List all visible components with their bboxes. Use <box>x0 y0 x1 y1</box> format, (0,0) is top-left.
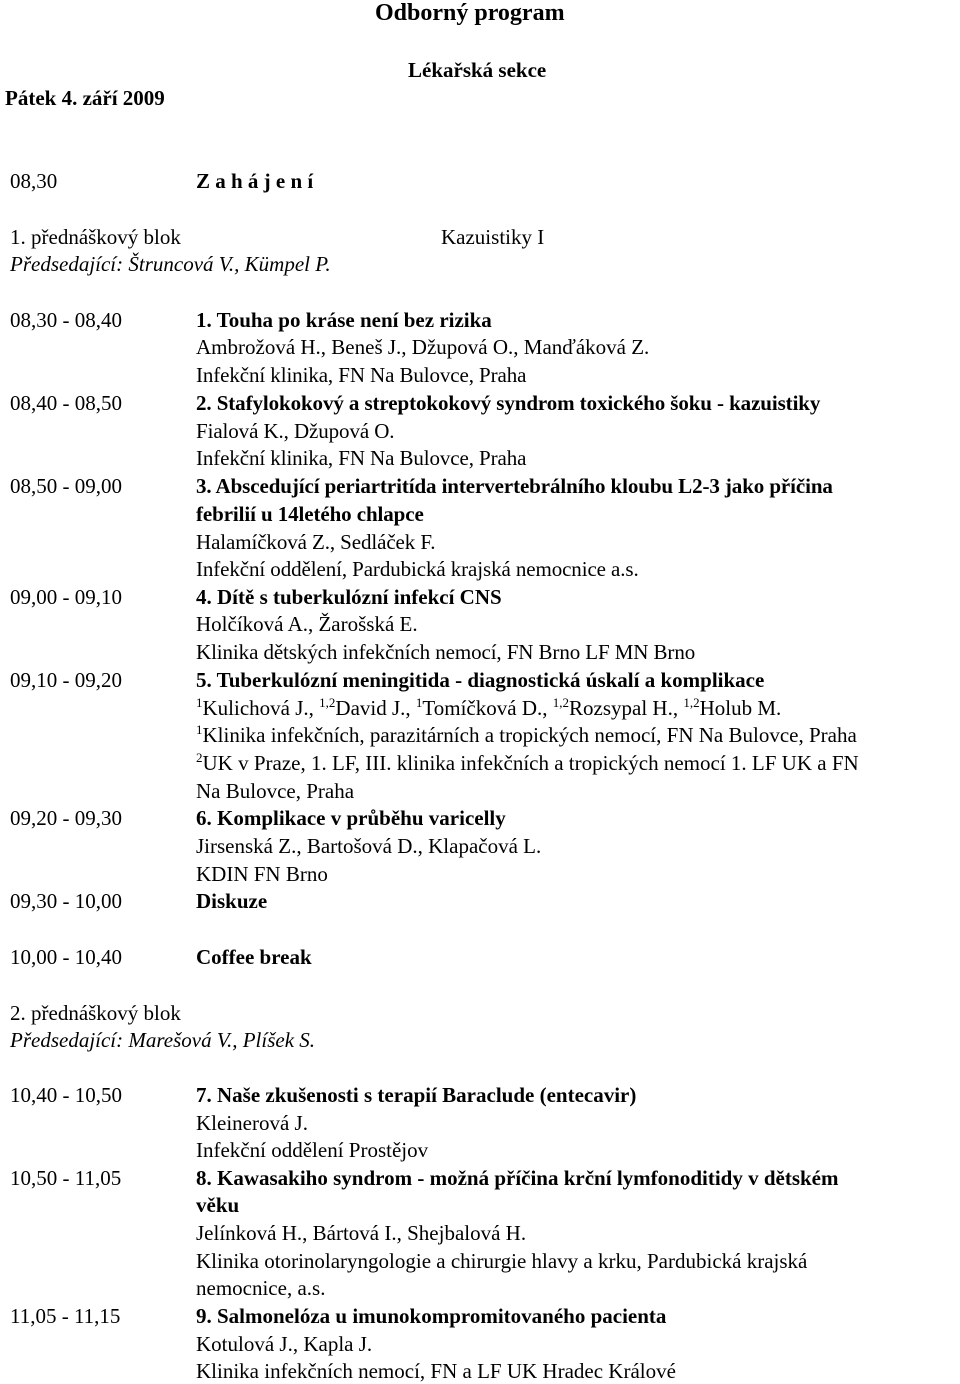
block2-chairs: Předsedající: Marešová V., Plíšek S. <box>10 1028 316 1052</box>
lecture-title-cont: věku <box>196 1193 240 1217</box>
lecture-authors: Holčíková A., Žarošská E. <box>196 612 418 636</box>
lecture-title: 1. Touha po kráse není bez rizika <box>196 308 492 332</box>
item-time: 10,40 - 10,50 <box>10 1083 122 1107</box>
lecture-institution: Klinika infekčních nemocí, FN a LF UK Hradec Králové <box>196 1359 676 1383</box>
lecture-authors <box>196 695 782 720</box>
lecture-title: 3. Abscedující periartritída intervertebrálního kloubu L2-3 jako příčina <box>196 474 833 498</box>
lecture-title: 8. Kawasakiho syndrom - možná příčina krční lymfonoditidy v dětském <box>196 1166 839 1190</box>
lecture-title: 5. Tuberkulózní meningitida - diagnostická úskalí a komplikace <box>196 668 765 692</box>
page-title: Odborný program <box>375 0 565 26</box>
institution-text: Klinika infekčních, parazitárních a tropických nemocí, FN Na Bulovce, Praha <box>202 723 857 747</box>
item-time: 09,00 - 09,10 <box>10 585 122 609</box>
institution-text: UK v Praze, 1. LF, III. klinika infekčních a tropických nemocí 1. LF UK a FN <box>202 751 859 775</box>
break-label: Coffee break <box>196 945 312 969</box>
lecture-authors: Kleinerová J. <box>196 1111 308 1135</box>
affiliation-sup: 1,2 <box>683 695 700 710</box>
lecture-title-cont: febrilií u 14letého chlapce <box>196 502 424 526</box>
program-date: Pátek 4. září 2009 <box>5 86 165 110</box>
lecture-authors: Kotulová J., Kapla J. <box>196 1332 373 1356</box>
lecture-title: 4. Dítě s tuberkulózní infekcí CNS <box>196 585 502 609</box>
block1-topic: Kazuistiky I <box>441 225 545 249</box>
affiliation-sup: 1 <box>196 695 203 710</box>
item-time: 08,30 - 08,40 <box>10 308 122 332</box>
item-time: 09,20 - 09,30 <box>10 806 122 830</box>
author: Holub M. <box>699 696 782 720</box>
opening-label: Z a h á j e n í <box>196 169 314 193</box>
break-time: 10,00 - 10,40 <box>10 945 122 969</box>
lecture-institution-cont: nemocnice, a.s. <box>196 1276 326 1300</box>
affiliation-sup: 1 <box>415 695 423 710</box>
lecture-title: 9. Salmonelóza u imunokompromitovaného pacienta <box>196 1304 667 1328</box>
block1-name: 1. přednáškový blok <box>10 225 181 249</box>
lecture-institution <box>196 722 857 747</box>
lecture-title: 6. Komplikace v průběhu varicelly <box>196 806 506 830</box>
item-time: 09,10 - 09,20 <box>10 668 122 692</box>
lecture-institution: Klinika otorinolaryngologie a chirurgie hlavy a krku, Pardubická krajská <box>196 1249 808 1273</box>
section-name: Lékařská sekce <box>408 58 547 82</box>
lecture-authors: Halamíčková Z., Sedláček F. <box>196 530 436 554</box>
affiliation-sup: 1,2 <box>552 695 569 710</box>
author: Rozsypal H., <box>569 696 684 720</box>
item-time: 10,50 - 11,05 <box>10 1166 122 1190</box>
lecture-title: 2. Stafylokokový a streptokokový syndrom toxického šoku - kazuistiky <box>196 391 821 415</box>
lecture-institution: Infekční oddělení, Pardubická krajská nemocnice a.s. <box>196 557 639 581</box>
lecture-authors: Fialová K., Džupová O. <box>196 419 395 443</box>
block1-chairs: Předsedající: Štruncová V., Kümpel P. <box>10 252 331 276</box>
opening-time: 08,30 <box>10 169 58 193</box>
lecture-institution: Infekční oddělení Prostějov <box>196 1138 429 1162</box>
item-time: 08,50 - 09,00 <box>10 474 122 498</box>
author: Kulichová J., <box>202 696 320 720</box>
affiliation-sup: 2 <box>196 750 203 765</box>
block2-name: 2. přednáškový blok <box>10 1001 181 1025</box>
lecture-institution <box>196 750 859 775</box>
discussion-label: Diskuze <box>196 889 268 913</box>
lecture-authors: Ambrožová H., Beneš J., Džupová O., Manďáková Z. <box>196 335 650 359</box>
lecture-institution: Infekční klinika, FN Na Bulovce, Praha <box>196 363 527 387</box>
lecture-authors: Jirsenská Z., Bartošová D., Klapačová L. <box>196 834 542 858</box>
lecture-institution: KDIN FN Brno <box>196 862 328 886</box>
item-time: 08,40 - 08,50 <box>10 391 122 415</box>
lecture-institution-cont: Na Bulovce, Praha <box>196 779 355 803</box>
lecture-institution: Klinika dětských infekčních nemocí, FN Brno LF MN Brno <box>196 640 696 664</box>
lecture-authors: Jelínková H., Bártová I., Shejbalová H. <box>196 1221 527 1245</box>
author: Tomíčková D., <box>422 696 553 720</box>
lecture-title: 7. Naše zkušenosti s terapií Baraclude (entecavir) <box>196 1083 637 1107</box>
lecture-institution: Infekční klinika, FN Na Bulovce, Praha <box>196 446 527 470</box>
item-time: 11,05 - 11,15 <box>10 1304 121 1328</box>
affiliation-sup: 1 <box>196 722 203 737</box>
item-time: 09,30 - 10,00 <box>10 889 122 913</box>
affiliation-sup: 1,2 <box>319 695 336 710</box>
author: David J., <box>335 696 416 720</box>
